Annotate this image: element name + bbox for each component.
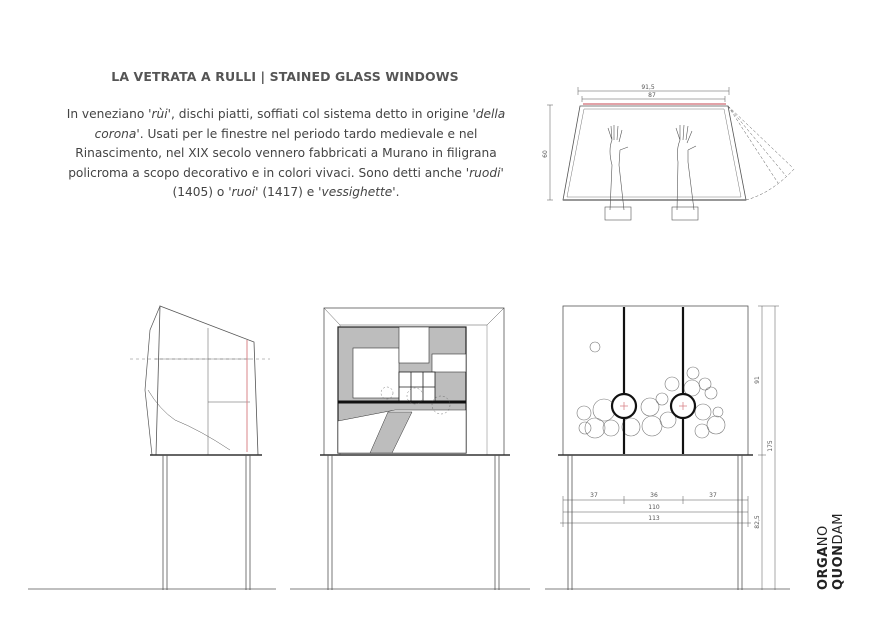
- dim-front-left: 37: [590, 492, 598, 499]
- description-segment: In veneziano: [66, 107, 149, 121]
- page-title: LA VETRATA A RULLI | STAINED GLASS WINDOWS: [111, 69, 459, 84]
- dim-front-total-height: 175: [767, 440, 774, 452]
- description-segment: 'vessighette': [318, 185, 396, 199]
- logo-line2-bold: QUON: [831, 544, 846, 590]
- brand-logo: [816, 513, 846, 590]
- logo-line2-light: DAM: [831, 513, 846, 545]
- side-view-drawing: [28, 306, 276, 590]
- middle-view-drawing: [290, 308, 530, 590]
- dim-front-inner-width: 110: [648, 504, 660, 511]
- description-segment: 'rùi': [148, 107, 171, 121]
- description-segment: (1405) o: [172, 185, 229, 199]
- dim-front-body-height: 91: [754, 376, 761, 384]
- top-view-drawing: [547, 87, 795, 220]
- dim-front-outer-width: 113: [648, 515, 660, 522]
- description-segment: 'della corona': [94, 107, 506, 141]
- dim-top-height: 60: [542, 150, 549, 158]
- dim-front-right: 37: [709, 492, 717, 499]
- logo-line1-light: NO: [816, 525, 831, 547]
- description-segment: , dischi piatti, soffiati col sistema detto in origine: [170, 107, 473, 121]
- description-segment: 'ruoi': [228, 185, 259, 199]
- description-segment: (1417) e: [258, 185, 319, 199]
- dim-front-center: 36: [650, 492, 658, 499]
- dim-top-inner: 87: [648, 92, 656, 99]
- logo-line1-bold: ORGA: [816, 546, 831, 590]
- description-segment: 'ruodi': [465, 165, 504, 180]
- dim-top-outer: 91,5: [641, 84, 655, 91]
- dim-front-leg-height: 82,5: [754, 515, 761, 529]
- description-segment: .: [395, 185, 400, 199]
- front-view-drawing: [545, 306, 790, 590]
- description-segment: . Usati per le finestre nel periodo tardo medievale e nel Rinascimento, nel XIX secolo vennero fabbricati a Murano in filigrana policroma a scopo decorativo e in colori vivaci. Sono detti anche: [68, 126, 497, 180]
